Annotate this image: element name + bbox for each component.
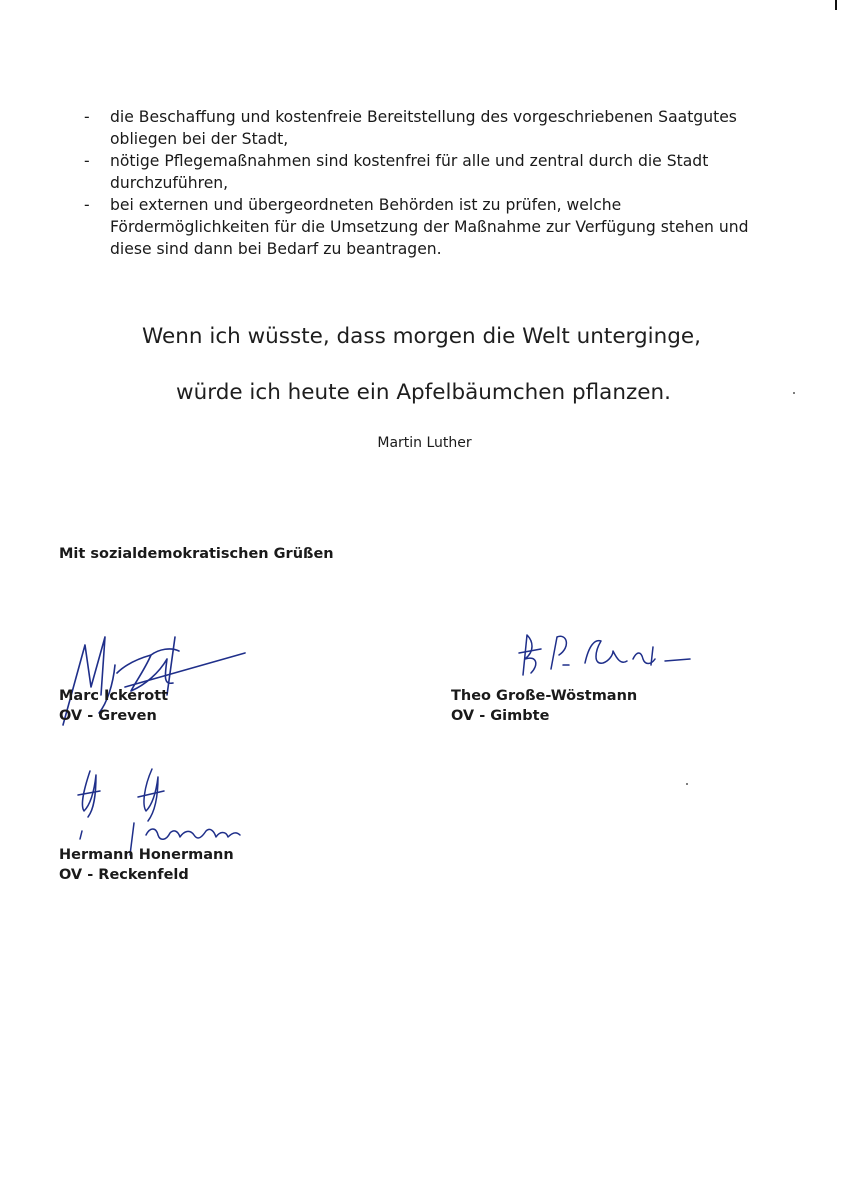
quote-line-2: würde ich heute ein Apfelbäumchen pflanzen. bbox=[176, 380, 671, 405]
signer-block bbox=[59, 845, 234, 885]
scan-speck bbox=[686, 783, 688, 785]
quote-line-1: Wenn ich wüsste, dass morgen die Welt unterginge, bbox=[142, 324, 701, 349]
requirements-list bbox=[84, 106, 784, 260]
list-dash: - bbox=[84, 152, 90, 170]
signer-org: OV - Greven bbox=[59, 708, 157, 724]
list-item bbox=[84, 150, 784, 194]
list-item-text: bei externen und übergeordneten Behörden ist zu prüfen, welche Fördermöglichkeiten für die Umsetzung der Maßnahme zur Verfügung stehen und diese sind dann bei Bedarf zu beantragen. bbox=[110, 196, 749, 258]
list-dash: - bbox=[84, 196, 90, 214]
list-item bbox=[84, 194, 784, 260]
quote-author-name: Martin Luther bbox=[377, 435, 472, 451]
signer-org: OV - Gimbte bbox=[451, 708, 550, 724]
signer-block bbox=[451, 686, 637, 726]
list-item bbox=[84, 106, 784, 150]
closing-greeting: Mit sozialdemokratischen Grüßen bbox=[59, 546, 334, 562]
signer-name: Hermann Honermann bbox=[59, 847, 234, 863]
signature-theo-grosse-woestmann bbox=[505, 625, 705, 685]
scan-corner-mark bbox=[835, 0, 837, 10]
signer-name: Theo Große-Wöstmann bbox=[451, 688, 638, 704]
list-item-text: die Beschaffung und kostenfreie Bereitstellung des vorgeschriebenen Saatgutes obliegen bei der Stadt, bbox=[110, 108, 737, 148]
signer-name: Marc Ickerott bbox=[59, 688, 169, 704]
signer-block bbox=[59, 686, 168, 726]
quote-author bbox=[0, 435, 849, 451]
list-dash: - bbox=[84, 108, 90, 126]
signer-org: OV - Reckenfeld bbox=[59, 867, 189, 883]
list-item-text: nötige Pflegemaßnahmen sind kostenfrei für alle und zentral durch die Stadt durchzuführen, bbox=[110, 152, 709, 192]
